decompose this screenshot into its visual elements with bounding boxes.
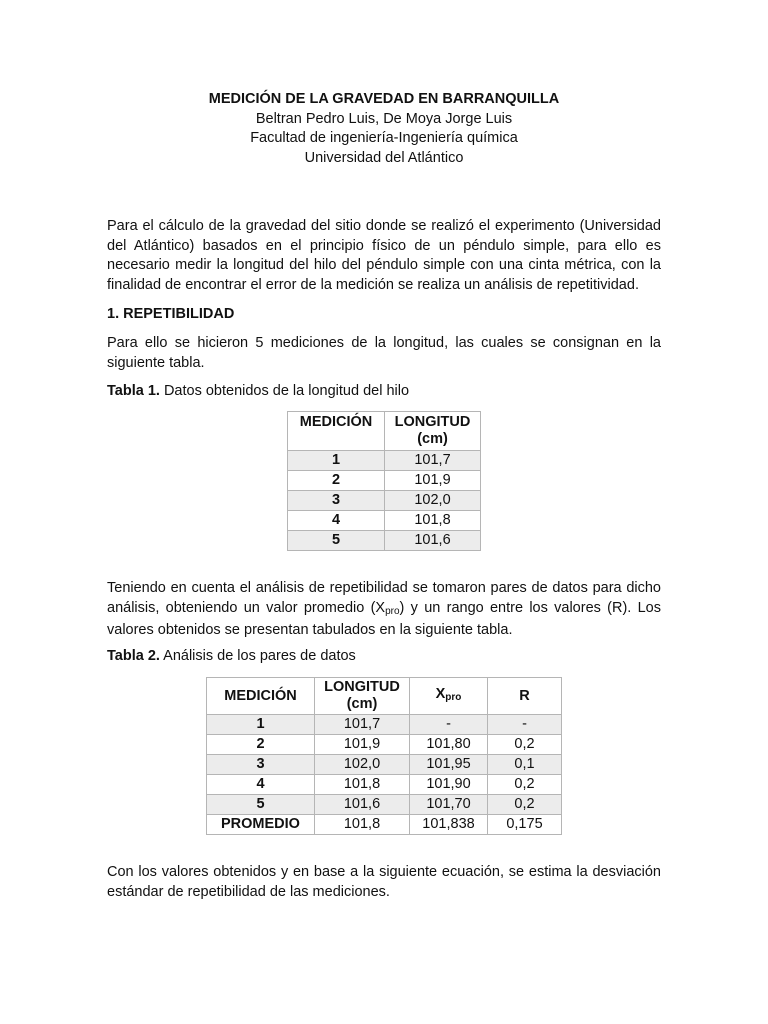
cell-medicion: 1 [288, 451, 385, 471]
header-r: R [488, 678, 562, 715]
table-row [207, 755, 562, 775]
cell-medicion: 3 [207, 755, 315, 775]
document-header [0, 90, 768, 168]
cell-longitud: 101,6 [315, 795, 410, 815]
cell-longitud: 101,6 [385, 531, 481, 551]
paragraph-ecuacion: Con los valores obtenidos y en base a la siguiente ecuación, se estima la desviación estándar de repetibilidad de las mediciones. [107, 864, 661, 900]
cell-r: 0,2 [488, 795, 562, 815]
table2-caption-label: Tabla 2. [107, 648, 160, 664]
cell-medicion: 2 [288, 471, 385, 491]
para3-part1: Teniendo en cuenta el análisis de repetibilidad se tomaron pares de datos para dicho análisis, obteniendo un valor promedio (X [107, 580, 661, 616]
cell-medicion: 1 [207, 715, 315, 735]
cell-longitud: 101,7 [315, 715, 410, 735]
table1-caption-text: Datos obtenidos de la longitud del hilo [159, 383, 410, 399]
table-row [288, 471, 481, 491]
cell-xpro: 101,90 [410, 775, 488, 795]
table-row-promedio [207, 815, 562, 835]
cell-longitud: 101,8 [385, 511, 481, 531]
cell-longitud: 101,8 [315, 815, 410, 835]
header-longitud: LONGITUD (cm) [385, 412, 481, 451]
header-medicion: MEDICIÓN [207, 678, 315, 715]
header-longitud: LONGITUD (cm) [315, 678, 410, 715]
university: Universidad del Atlántico [304, 149, 464, 166]
cell-medicion: 2 [207, 735, 315, 755]
cell-longitud: 101,9 [315, 735, 410, 755]
authors: Beltran Pedro Luis, De Moya Jorge Luis [255, 110, 513, 127]
cell-medicion: 5 [207, 795, 315, 815]
header-xpro-sub: pro [445, 692, 462, 703]
header-xpro-base: X [435, 686, 446, 702]
cell-medicion: 3 [288, 491, 385, 511]
cell-medicion: 4 [207, 775, 315, 795]
table-header-row [288, 412, 481, 451]
table-row [288, 491, 481, 511]
paragraph-mediciones: Para ello se hicieron 5 mediciones de la longitud, las cuales se consignan en la siguiente tabla. [107, 335, 661, 371]
cell-medicion: 4 [288, 511, 385, 531]
table-row [207, 775, 562, 795]
cell-r: 0,2 [488, 775, 562, 795]
table-row [288, 511, 481, 531]
cell-medicion: 5 [288, 531, 385, 551]
table-row [207, 735, 562, 755]
paragraph-repetibilidad-analisis [107, 579, 661, 641]
table-row [207, 715, 562, 735]
cell-medicion: PROMEDIO [207, 815, 315, 835]
cell-r: 0,2 [488, 735, 562, 755]
cell-xpro: 101,70 [410, 795, 488, 815]
cell-xpro: 101,838 [410, 815, 488, 835]
table1-caption [107, 382, 409, 402]
section-heading-repetibilidad: 1. REPETIBILIDAD [107, 306, 235, 322]
cell-longitud: 102,0 [315, 755, 410, 775]
header-xpro [410, 678, 488, 715]
cell-xpro: 101,80 [410, 735, 488, 755]
cell-longitud: 102,0 [385, 491, 481, 511]
cell-xpro: - [410, 715, 488, 735]
table-pares-datos [206, 677, 562, 835]
para3-subscript: pro [385, 605, 400, 617]
faculty: Facultad de ingeniería-Ingeniería química [250, 130, 518, 146]
table-header-row [207, 678, 562, 715]
table2-caption [107, 647, 356, 667]
document-title: MEDICIÓN DE LA GRAVEDAD EN BARRANQUILLA [208, 91, 560, 107]
table-row [288, 451, 481, 471]
table-row [288, 531, 481, 551]
intro-paragraph: Para el cálculo de la gravedad del sitio donde se realizó el experimento (Universidad del Atlántico) basados en el principio físico de un péndulo simple, para ello es necesario medir la longitud del hilo del péndulo simple con una cinta métrica, con la finalidad de encontrar el error de la medición se realiza un análisis de repetitividad. [107, 218, 661, 293]
cell-r: - [488, 715, 562, 735]
para3-part2: ) y un rango entre los valores (R). Los valores obtenidos se presentan tabulados en la siguiente tabla. [107, 599, 661, 638]
cell-xpro: 101,95 [410, 755, 488, 775]
cell-longitud: 101,7 [385, 451, 481, 471]
table2-caption-text: Análisis de los pares de datos [159, 648, 356, 664]
cell-longitud: 101,8 [315, 775, 410, 795]
table-longitud-hilo [287, 411, 481, 551]
cell-longitud: 101,9 [385, 471, 481, 491]
header-medicion: MEDICIÓN [288, 412, 385, 451]
table-row [207, 795, 562, 815]
table1-caption-label: Tabla 1. [107, 383, 160, 399]
cell-r: 0,175 [488, 815, 562, 835]
cell-r: 0,1 [488, 755, 562, 775]
